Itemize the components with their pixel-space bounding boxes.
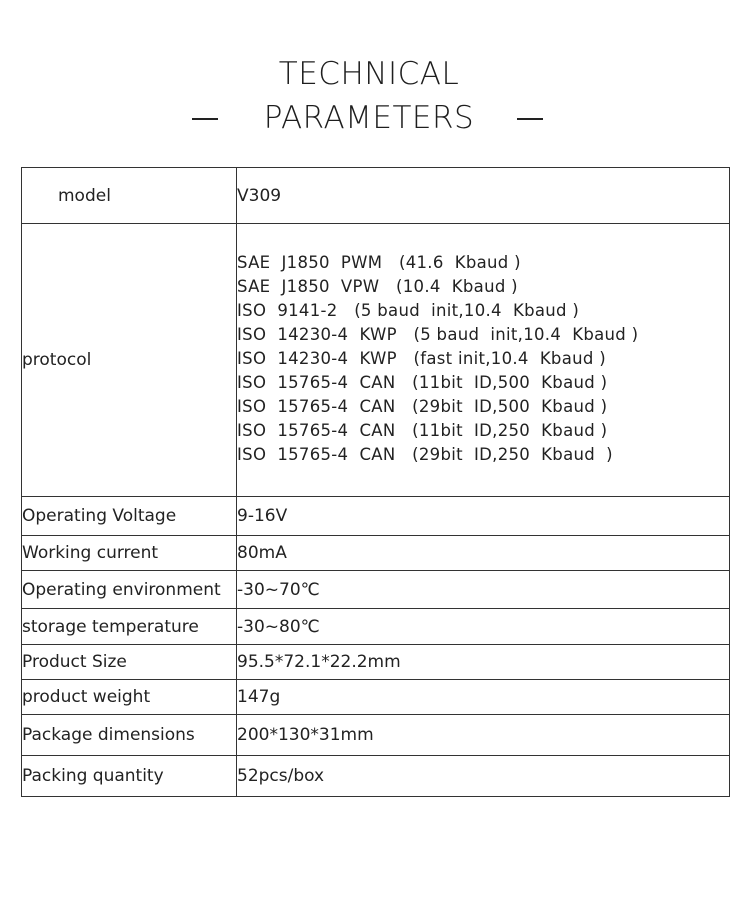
protocol-list	[237, 224, 730, 497]
spec-value: -30~80℃	[237, 609, 730, 645]
spec-value: 52pcs/box	[237, 756, 730, 797]
table-row	[22, 536, 730, 571]
spec-label: Working current	[22, 536, 237, 571]
protocol-item: ISO 15765-4 CAN (11bit ID,500 Kbaud )	[237, 373, 608, 392]
page-title-line-1: TECHNICAL	[278, 56, 460, 92]
table-row	[22, 680, 730, 715]
spec-label: Operating environment	[22, 571, 237, 609]
spec-value: -30~70℃	[237, 571, 730, 609]
protocol-item: SAE J1850 VPW (10.4 Kbaud )	[237, 277, 518, 296]
table-row	[22, 497, 730, 536]
spec-value: V309	[237, 168, 730, 224]
table-row-protocol	[22, 224, 730, 497]
protocol-item: ISO 15765-4 CAN (11bit ID,250 Kbaud )	[237, 421, 608, 440]
spec-label: storage temperature	[22, 609, 237, 645]
page-title-line-2: PARAMETERS	[263, 100, 475, 136]
spec-table	[21, 167, 730, 797]
spec-label: protocol	[22, 224, 237, 497]
protocol-item: SAE J1850 PWM (41.6 Kbaud )	[237, 253, 521, 272]
protocol-item: ISO 15765-4 CAN (29bit ID,500 Kbaud )	[237, 397, 608, 416]
spec-label: Product Size	[22, 645, 237, 680]
table-row	[22, 756, 730, 797]
table-row	[22, 609, 730, 645]
spec-label: model	[22, 168, 237, 224]
spec-value: 147g	[237, 680, 730, 715]
table-row-model	[22, 168, 730, 224]
spec-label: product weight	[22, 680, 237, 715]
spec-label: Operating Voltage	[22, 497, 237, 536]
title-dash-right	[517, 118, 543, 120]
protocol-item: ISO 14230-4 KWP (5 baud init,10.4 Kbaud )	[237, 325, 639, 344]
table-row	[22, 715, 730, 756]
table-row	[22, 571, 730, 609]
spec-label: Package dimensions	[22, 715, 237, 756]
spec-value: 9-16V	[237, 497, 730, 536]
protocol-item: ISO 14230-4 KWP (fast init,10.4 Kbaud )	[237, 349, 606, 368]
spec-value: 200*130*31mm	[237, 715, 730, 756]
spec-value: 95.5*72.1*22.2mm	[237, 645, 730, 680]
spec-value: 80mA	[237, 536, 730, 571]
protocol-item: ISO 15765-4 CAN (29bit ID,250 Kbaud )	[237, 445, 613, 464]
protocol-item: ISO 9141-2 (5 baud init,10.4 Kbaud )	[237, 301, 580, 320]
table-row	[22, 645, 730, 680]
spec-label: Packing quantity	[22, 756, 237, 797]
